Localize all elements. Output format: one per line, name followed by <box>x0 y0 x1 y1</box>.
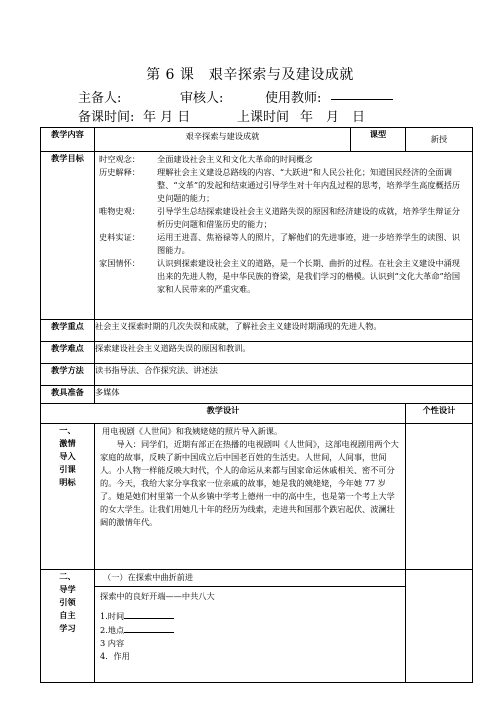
key-point-value: 社会主义探索时期的几次失误和成就，了解社会主义建设时期涌现的先进人物。 <box>95 320 473 342</box>
difficulty-value: 探索建设社会主义道路失误的原因和教训。 <box>95 342 473 364</box>
teaching-aids-label: 教具准备 <box>41 386 95 404</box>
preparer-label: 主备人: <box>78 91 122 106</box>
section2-item2: 2.地点 <box>100 623 400 637</box>
content-value: 艰辛探索与建设成就 <box>95 128 351 152</box>
goals-cell <box>95 152 473 320</box>
goal-item: 唯物史观： 引导学生总结探索建设社会主义道路失误的原因和经济建设的成就，培养学生辩证分析历史问题和借鉴历史的能力； <box>99 206 460 229</box>
prep-date: 年 月 日 <box>143 110 191 125</box>
teacher-label: 使用教师: <box>265 91 322 106</box>
personal-header: 个性设计 <box>406 404 473 424</box>
teaching-aids-value: 多媒体 <box>95 386 473 404</box>
method-value: 读书指导法、合作探究法、讲述法 <box>95 364 473 386</box>
section2-item1: 1.时间 <box>100 609 400 623</box>
goal-item: 历史解释： 理解社会主义建设总路线的内容、“大跃进”和人民公社化；知道国民经济的全面调整、“文革”的发起和结束通过引导学生对十年内乱过程的思考，培养学生高度概括历史问题的能力； <box>99 167 461 203</box>
method-label: 教学方法 <box>41 364 95 386</box>
section2-line1: 探索中的良好开端——中共八大 <box>100 591 215 601</box>
class-time-label: 上课时间 <box>237 110 290 125</box>
lesson-plan-table <box>40 127 473 683</box>
class-date: 年 月 日 <box>300 110 366 125</box>
goal-item: 家国情怀： 认识到探索建设社会主义的道路，是一个长期、曲折的过程。在社会主义建设中涌现出来的先进人物，是中华民族的脊梁，是我们学习的楷模。认识到“文化大革命”给国家和人民带来的严重灾难。 <box>99 258 461 294</box>
type-label: 课型 <box>351 128 406 152</box>
goal-item: 史料实证： 运用王进喜、焦裕禄等人的照片，了解他们的先进事迹，进一步培养学生的读图、识图能力。 <box>99 232 460 255</box>
design-header: 教学设计 <box>41 404 406 424</box>
type-value: 新授 <box>406 128 473 152</box>
lesson-title: 第 6 课 艰辛探索与及建设成就 <box>146 67 354 83</box>
section2-personal-cell <box>406 570 473 683</box>
goals-label: 教学目标 <box>41 152 95 320</box>
section2-item3: 3 内容 <box>100 638 125 648</box>
difficulty-label: 教学难点 <box>41 342 95 364</box>
section2-item4: 4．作用 <box>100 651 130 661</box>
goal-item: 时空观念： 全面建设社会主义和文化大革命的时间概念 <box>99 154 313 164</box>
section1-first-line: 用电视剧《人世间》和我姨姥姥的照片导入新课。 <box>102 426 283 436</box>
section2-sub-heading: （一）在探索中曲折前进 <box>103 572 194 582</box>
reviewer-label: 审核人: <box>180 91 224 106</box>
section2-body <box>95 586 405 663</box>
teacher-blank <box>331 99 393 100</box>
key-point-label: 教学重点 <box>41 320 95 342</box>
section2-label: 二、 导学 引领 自主 学习 <box>41 570 95 683</box>
section1-paragraph: 导入：同学们，近期有部正在热播的电视剧叫《人世间》，这部电视剧用两个大家庭的故事，反映了新中国成立后中国老百姓的生活史。人世间，人间事，世间人。小人物一样能反映大时代，个人的命运从来都与国家命运休戚相关、密不可分的。今天，我给大家分享我家一位亲戚的故事，她是我的姨姥姥，今年她 77 岁了。她是她们村里第一个从乡镇中学考上德州一中的高中生，也是第一个考上大学的女大学生。让我们用她几十年的经历为线索，走进共和国那个跌宕起伏、波澜壮阔的激情年代。 <box>100 439 399 527</box>
content-label: 教学内容 <box>41 128 95 152</box>
section1-label: 一、 激情 导入 引课 明标 <box>41 424 95 570</box>
section1-personal-cell <box>406 424 473 570</box>
section1-content <box>95 424 406 570</box>
fill-blank <box>124 623 174 633</box>
prep-time-label: 备课时间: <box>78 110 135 125</box>
section2-content <box>95 570 406 683</box>
fill-blank <box>124 609 174 619</box>
